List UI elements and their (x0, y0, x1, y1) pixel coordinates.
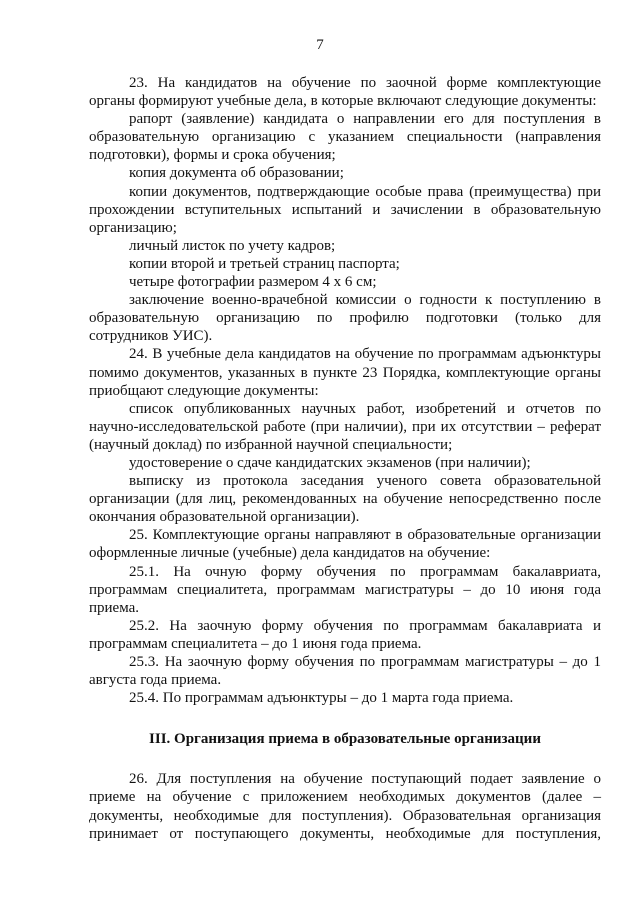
paragraph-24: 24. В учебные дела кандидатов на обучение по программам адъюнктуры помимо документов, указанных в пункте 23 Порядка, комплектующие органы приобщают следующие документы: (89, 346, 601, 399)
list-item-publications: список опубликованных научных работ, изобретений и отчетов по научно-исследовательской работе (при наличии), при их отсутствии – реферат (научный доклад) по избранной научной специальности; (89, 400, 601, 453)
paragraph-26: 26. Для поступления на обучение поступающий подает заявление о приеме на обучение с приложением необходимых документов (далее – документы, необходимые для поступления). Образовательная организация принимает от поступающего документы, необходимые для поступления, (89, 771, 601, 842)
document-body (89, 74, 601, 843)
list-item-education-copy: копия документа об образовании; (129, 165, 344, 182)
paragraph-25-3: 25.3. На заочную форму обучения по программам магистратуры – до 1 августа года приема. (89, 654, 601, 689)
list-item-passport-copies: копии второй и третьей страниц паспорта; (129, 255, 400, 272)
list-item-council-extract: выписку из протокола заседания ученого совета образовательной организации (для лиц, рекомендованных на обучение непосредственно после окончания образовательной организации). (89, 473, 601, 526)
paragraph-23: 23. На кандидатов на обучение по заочной форме комплектующие органы формируют учебные дела, в которые включают следующие документы: (89, 75, 601, 110)
page-number: 7 (316, 37, 324, 53)
list-item-exam-certificate: удостоверение о сдаче кандидатских экзаменов (при наличии); (129, 454, 531, 471)
list-item-medical-commission: заключение военно-врачебной комиссии о годности к поступлению в образовательную организацию по профилю подготовки (только для сотрудников УИС). (89, 292, 601, 345)
list-item-personnel-sheet: личный листок по учету кадров; (129, 237, 336, 254)
paragraph-25-1: 25.1. На очную форму обучения по программам бакалавриата, программам специалитета, программам магистратуры – до 10 июня года приема. (89, 563, 601, 616)
list-item-report: рапорт (заявление) кандидата о направлении его для поступления в образовательную организацию с указанием специальности (направления подготовки), формы и срока обучения; (89, 111, 601, 164)
section-heading: III. Организация приема в образовательные организации (149, 731, 541, 748)
paragraph-25-2: 25.2. На заочную форму обучения по программам бакалавриата и программам специалитета – до 1 июня года приема. (89, 617, 601, 652)
paragraph-25-4: 25.4. По программам адъюнктуры – до 1 марта года приема. (129, 690, 514, 707)
list-item-special-rights: копии документов, подтверждающие особые права (преимущества) при прохождении вступительных испытаний и зачислении в образовательную организацию; (89, 183, 601, 236)
paragraph-25: 25. Комплектующие органы направляют в образовательные организации оформленные личные (учебные) дела кандидатов на обучение: (89, 527, 601, 562)
list-item-photos: четыре фотографии размером 4 х 6 см; (129, 274, 377, 291)
